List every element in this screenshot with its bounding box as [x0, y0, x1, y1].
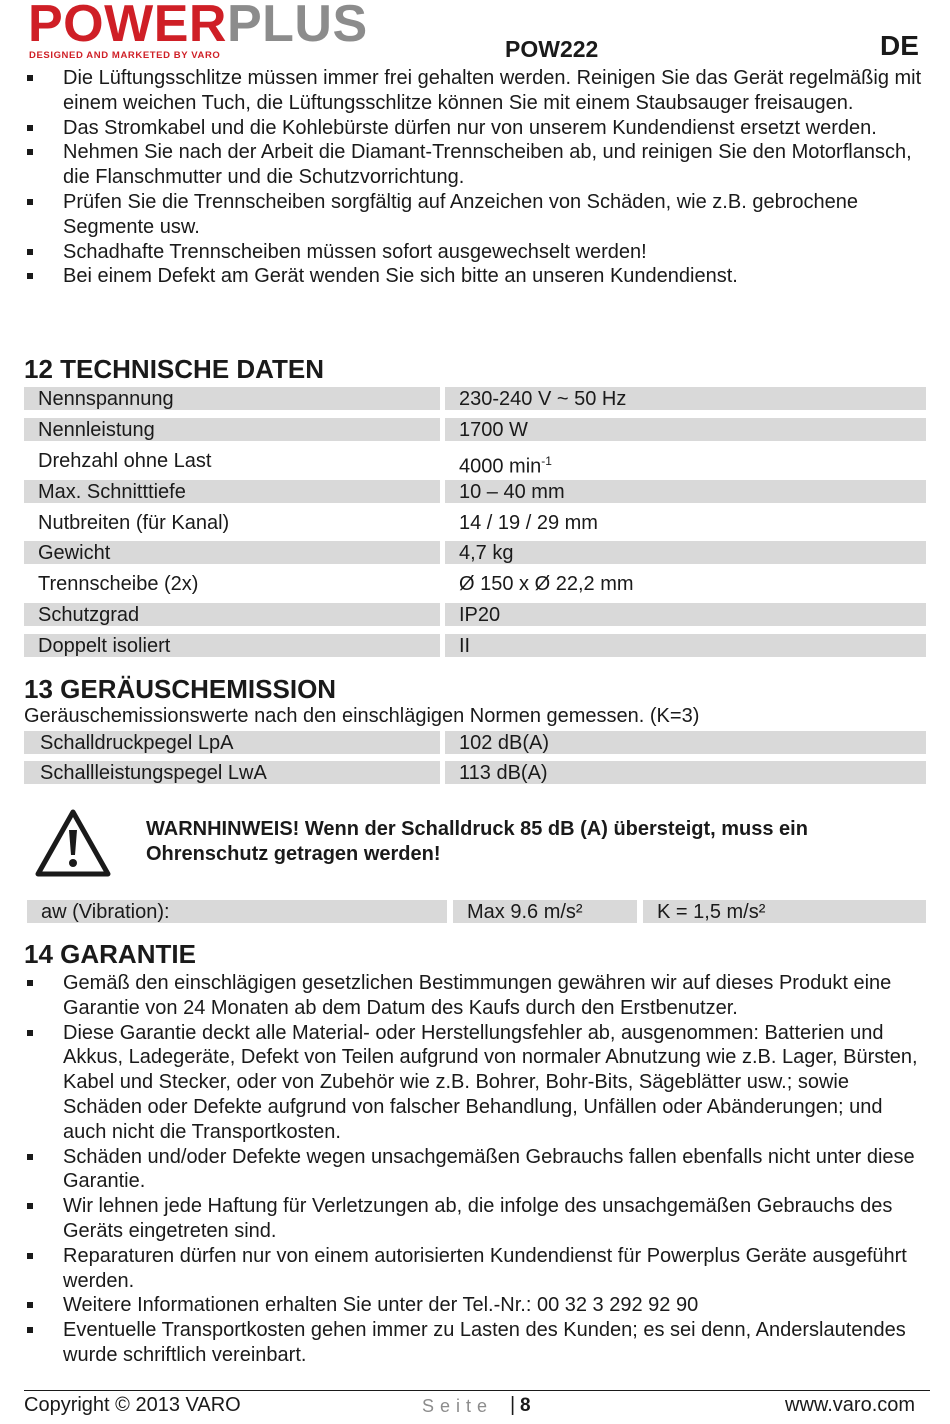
tech-label: Drehzahl ohne Last [38, 450, 212, 472]
list-item [24, 1318, 930, 1368]
tech-value: II [445, 634, 926, 657]
tech-value: IP20 [445, 603, 926, 626]
noise-value: 102 dB(A) [445, 731, 926, 754]
bullet-icon [27, 199, 33, 205]
bullet-icon [27, 149, 33, 155]
bullet-icon [27, 1327, 33, 1333]
tech-label: Nutbreiten (für Kanal) [38, 512, 230, 534]
warning-triangle-icon [34, 808, 112, 878]
noise-label: Schalldruckpegel LpA [24, 731, 440, 754]
tech-label: Nennleistung [24, 418, 440, 441]
noise-intro-text: Geräuschemissionswerte nach den einschlägigen Normen gemessen. (K=3) [24, 705, 700, 727]
warning-line: Ohrenschutz getragen werden! [146, 843, 441, 865]
list-item-text: Bei einem Defekt am Gerät wenden Sie sich bitte an unseren Kundendienst. [63, 265, 738, 288]
list-item-text: Gemäß den einschlägigen gesetzlichen Bestimmungen gewähren wir auf dieses Produkt eine Garantie von 24 Monaten ab dem Datum des Kaufs durch den Erstbenutzer. [63, 972, 892, 1019]
logo-power-text: POWER [28, 0, 227, 53]
list-item [24, 264, 930, 289]
noise-label: Schallleistungspegel LwA [24, 761, 440, 784]
tech-value-exponent: -1 [541, 454, 552, 468]
bullet-icon [27, 1030, 33, 1036]
section-heading-tech: 12 TECHNISCHE DATEN [24, 354, 325, 384]
bullet-icon [27, 75, 33, 81]
list-item [24, 240, 930, 265]
tech-value: 230-240 V ~ 50 Hz [445, 387, 926, 410]
list-item-text: Das Stromkabel und die Kohlebürste dürfen nur von unserem Kundendienst ersetzt werden. [63, 116, 877, 139]
bullet-icon [27, 1154, 33, 1160]
tech-label: Doppelt isoliert [24, 634, 440, 657]
bullet-icon [27, 249, 33, 255]
section-heading-warranty: 14 GARANTIE [24, 939, 196, 969]
logo-plus-text: PLUS [226, 0, 368, 53]
list-item [24, 66, 930, 116]
list-item-text: Nehmen Sie nach der Arbeit die Diamant-Trennscheiben ab, und reinigen Sie den Motorflansch, die Flanschmutter und die Schutzvorrichtung. [63, 141, 912, 189]
tech-value: 1700 W [445, 418, 926, 441]
list-item-text: Prüfen Sie die Trennscheiben sorgfältig auf Anzeichen von Schäden, wie z.B. gebrochene Segmente usw. [63, 190, 858, 238]
logo-tagline: DESIGNED AND MARKETED BY VARO [29, 50, 221, 61]
tech-label: Schutzgrad [24, 603, 440, 626]
footer-page-number: 8 [520, 1395, 531, 1416]
list-item-text: Wir lehnen jede Haftung für Verletzungen ab, die infolge des unsachgemäßen Gebrauchs des Geräts eingetreten sind. [63, 1195, 893, 1242]
list-item [24, 1244, 930, 1294]
warranty-list [24, 971, 930, 1368]
list-item [24, 1293, 930, 1318]
bullet-icon [27, 1302, 33, 1308]
footer-website: www.varo.com [785, 1394, 916, 1416]
footer-copyright: Copyright © 2013 VARO [24, 1394, 241, 1416]
list-item [24, 140, 930, 190]
tech-label: Gewicht [24, 541, 440, 564]
list-item [24, 1145, 930, 1195]
list-item [24, 116, 930, 141]
tech-label: Max. Schnitttiefe [24, 480, 440, 503]
noise-warning-text [146, 817, 906, 867]
list-item-text: Eventuelle Transportkosten gehen immer zu Lasten des Kunden; es sei denn, Anderslautendes wurde schriftlich vereinbart. [63, 1319, 906, 1366]
list-item-text: Weitere Informationen erhalten Sie unter der Tel.-Nr.: 00 32 3 292 92 90 [63, 1294, 699, 1317]
list-item [24, 1194, 930, 1244]
tech-value: 10 – 40 mm [445, 480, 926, 503]
tech-value: 14 / 19 / 29 mm [459, 512, 598, 534]
list-item-text: Schäden und/oder Defekte wegen unsachgemäßen Gebrauchs fallen ebenfalls nicht unter diese Garantie. [63, 1145, 915, 1193]
list-item [24, 971, 930, 1021]
section-heading-noise: 13 GERÄUSCHEMISSION [24, 674, 337, 704]
list-item-text: Reparaturen dürfen nur von einem autorisierten Kundendienst für Powerplus Geräte ausgeführt werden. [63, 1244, 907, 1292]
powerplus-logo [28, 0, 428, 62]
warning-line: WARNHINWEIS! Wenn der Schalldruck 85 dB (A) übersteigt, muss ein [146, 818, 808, 840]
footer-separator: | [510, 1394, 516, 1416]
language-code: DE [880, 30, 919, 61]
tech-value [445, 449, 926, 478]
tech-label: Nennspannung [24, 387, 440, 410]
vibration-k-value: K = 1,5 m/s² [643, 900, 926, 923]
bullet-icon [27, 980, 33, 986]
bullet-icon [27, 1203, 33, 1209]
tech-value: Ø 150 x Ø 22,2 mm [459, 573, 634, 595]
list-item-text: Diese Garantie deckt alle Material- oder Herstellungsfehler ab, ausgenommen: Batterien und Akkus, Ladegeräte, Defekt von Teilen aufgrund von normaler Abnutzung wie z.B. Lager, Bürsten, Kabel und Stecker, oder von Zubehör wie z.B. Bohrer, Bohr-Bits, Sägeblätter usw.; sowie Schäden oder Defekte aufgrund von falscher Behandlung, Unfällen oder Abänderungen; und auch nicht die Transportkosten. [63, 1021, 918, 1143]
bullet-icon [27, 1253, 33, 1259]
noise-value: 113 dB(A) [445, 761, 926, 784]
maintenance-list [24, 66, 930, 289]
vibration-value: Max 9.6 m/s² [453, 900, 637, 923]
footer-page-word: Seite [422, 1396, 494, 1416]
list-item [24, 190, 930, 240]
tech-value-text: 4000 min [459, 455, 542, 478]
list-item-text: Die Lüftungsschlitze müssen immer frei gehalten werden. Reinigen Sie das Gerät regelmäßig mit einem weichen Tuch, die Lüftungsschlitze können Sie mit einem Staubsauger freisaugen. [63, 67, 922, 114]
list-item-text: Schadhafte Trennscheiben müssen sofort ausgewechselt werden! [63, 240, 647, 263]
bullet-icon [27, 273, 33, 279]
model-number: POW222 [505, 36, 599, 62]
list-item [24, 1021, 930, 1145]
footer-divider [24, 1390, 930, 1391]
tech-value: 4,7 kg [445, 541, 926, 564]
tech-label: Trennscheibe (2x) [38, 573, 199, 595]
vibration-label: aw (Vibration): [27, 900, 447, 923]
bullet-icon [27, 125, 33, 131]
